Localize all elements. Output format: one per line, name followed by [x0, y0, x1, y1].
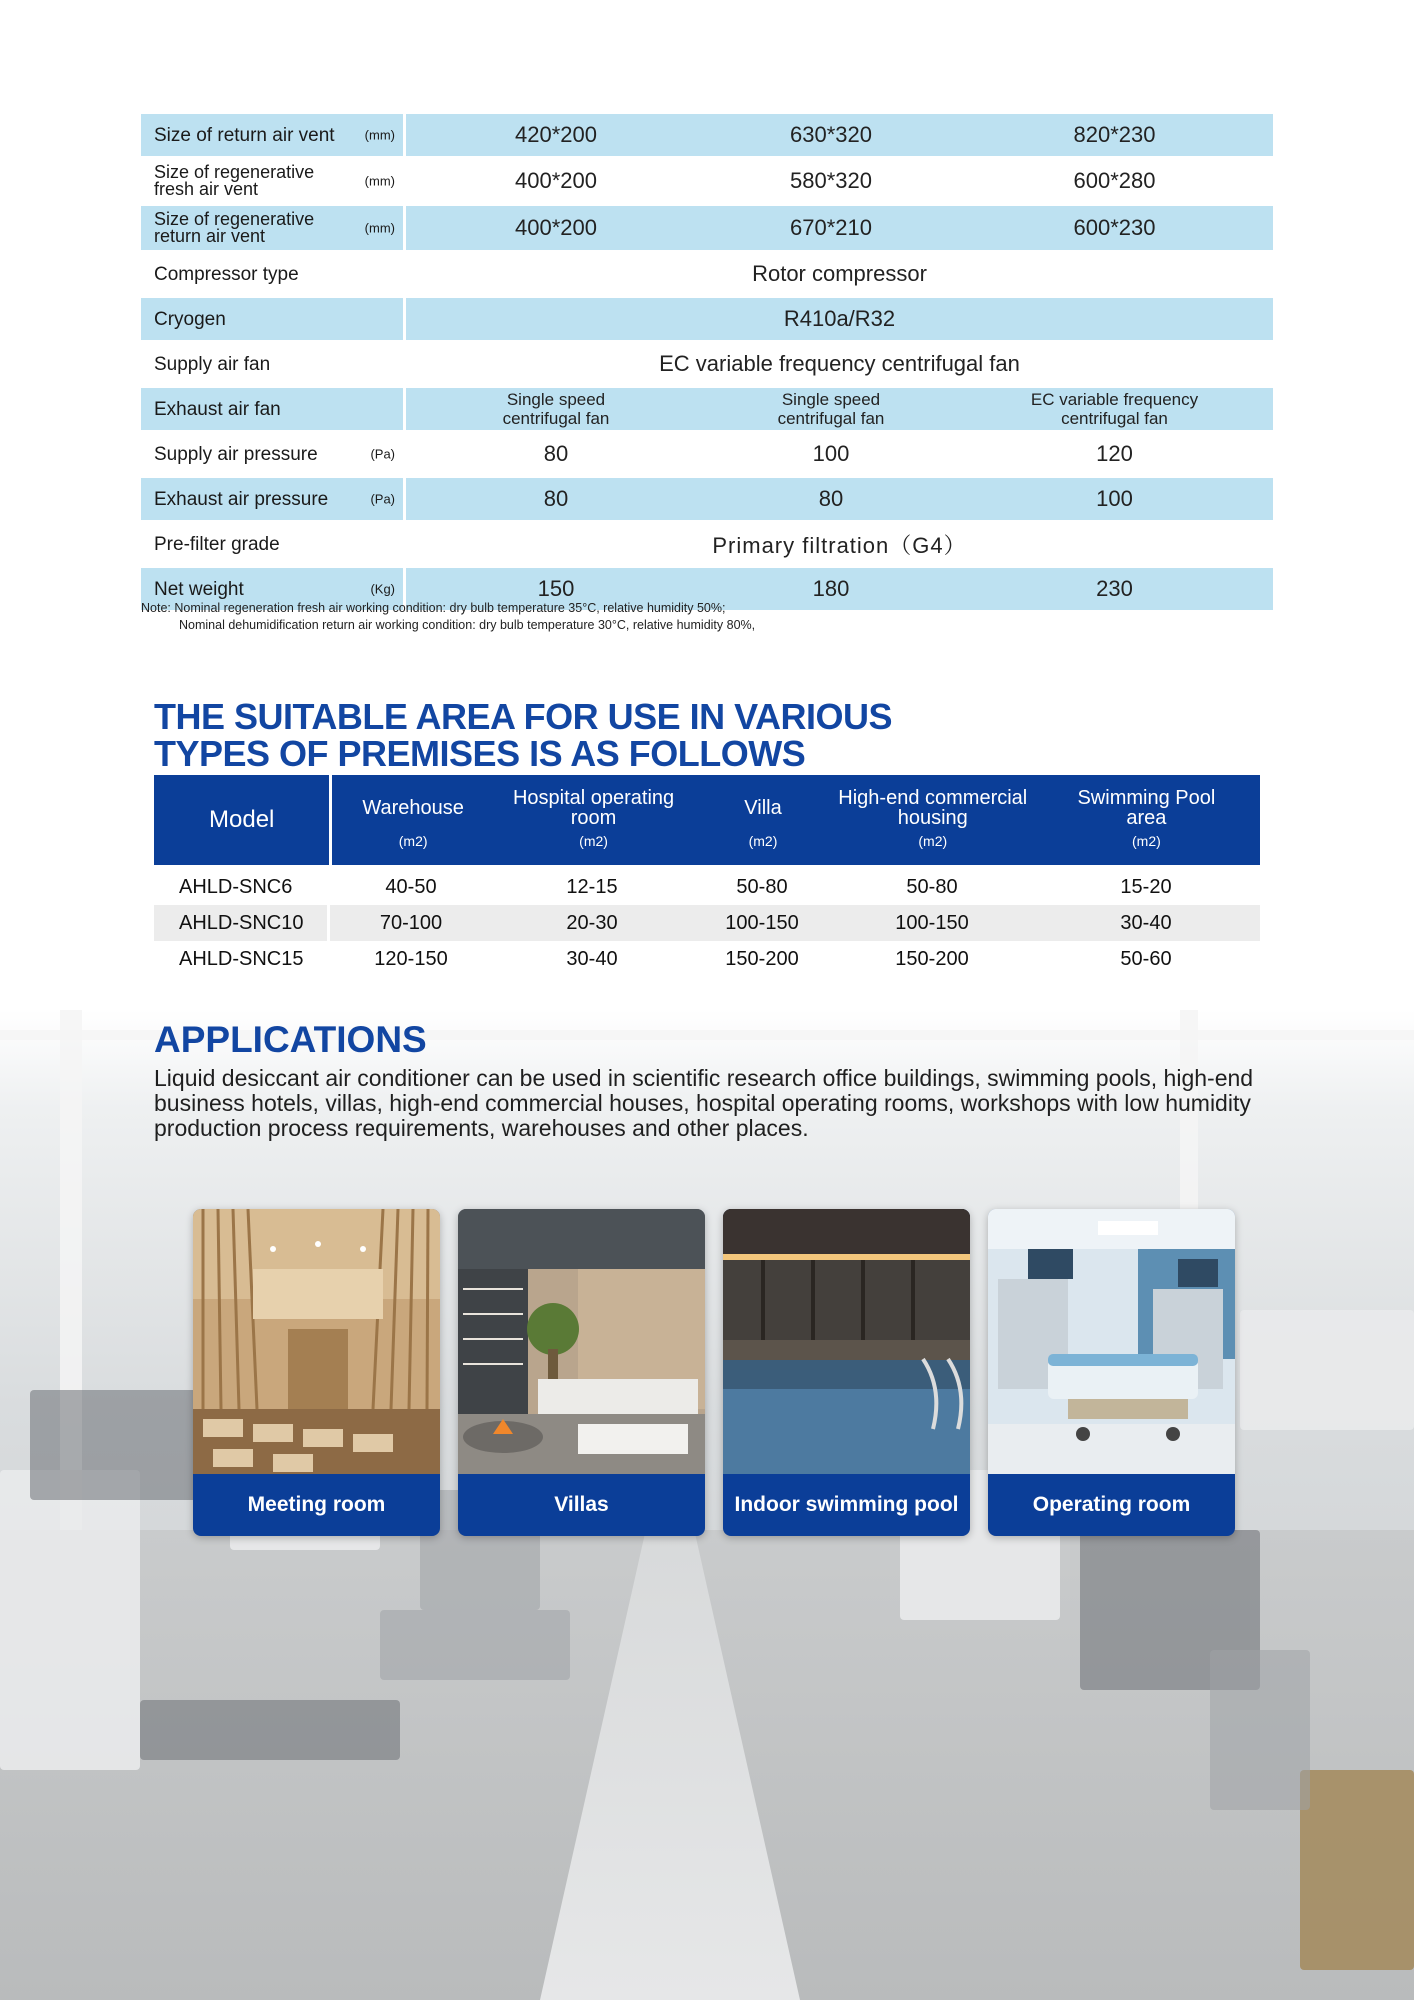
header-cell: Hospital operating room (m2) [512, 787, 675, 849]
card-caption: Indoor swimming pool [734, 1493, 959, 1516]
spec-value: 80 [543, 486, 569, 511]
spec-value: 80 [543, 441, 569, 466]
note-line: Note: Nominal regeneration fresh air working condition: dry bulb temperature 35°C, relative humidity 50%; [141, 601, 726, 615]
spec-label: Net weight [154, 578, 244, 600]
applications-description: Liquid desiccant air conditioner can be used in scientific research office buildings, swimming pools, high-end business hotels, villas, high-end commercial houses, hospital operating rooms, workshops with low humidity production process requirements, warehouses and other places. [154, 1065, 1254, 1141]
villa-living-room-photo [458, 1209, 705, 1474]
application-card [723, 1209, 970, 1536]
card-caption: Meeting room [247, 1493, 386, 1516]
spec-value: 580*320 [790, 168, 872, 193]
spec-value: 630*320 [790, 122, 872, 147]
header-cell: Villa (m2) [744, 797, 782, 849]
spec-value: Single speed centrifugal fan [502, 390, 610, 428]
spec-label: Supply air fan [154, 353, 271, 375]
spec-label: Cryogen [154, 308, 226, 330]
spec-value: EC variable frequency centrifugal fan [1030, 390, 1199, 428]
spec-value: 400*200 [515, 215, 597, 240]
meeting-room-photo [193, 1209, 440, 1474]
spec-row [141, 206, 1273, 250]
spec-value: 820*230 [1073, 122, 1156, 147]
header-cell: Warehouse (m2) [362, 797, 464, 849]
spec-row [141, 478, 1273, 520]
note-line: Nominal dehumidification return air working condition: dry bulb temperature 30°C, relative humidity 80%, [179, 618, 756, 632]
spec-value: 420*200 [515, 122, 597, 147]
spec-note [141, 600, 755, 634]
spec-value: Primary filtration（G4） [712, 532, 967, 558]
application-cards [193, 1209, 1235, 1536]
area-section-title: THE SUITABLE AREA FOR USE IN VARIOUS TYPES OF PREMISES IS AS FOLLOWS [154, 696, 893, 774]
table-row: AHLD-SNC6 40-50 12-15 50-80 50-80 15-20 [154, 869, 1260, 905]
spec-value: 670*210 [790, 215, 872, 240]
spec-value: 230 [1096, 576, 1133, 601]
card-caption: Villas [554, 1493, 609, 1516]
header-model: Model [154, 775, 332, 865]
applications-title: APPLICATIONS [154, 1019, 427, 1060]
spec-label: Supply air pressure [154, 443, 318, 465]
operating-room-photo [988, 1209, 1235, 1474]
header-cell: High-end commercial housing (m2) [838, 787, 1028, 849]
spec-value: R410a/R32 [783, 306, 896, 331]
area-table [154, 775, 1260, 977]
spec-row [141, 253, 1273, 295]
indoor-pool-photo [723, 1209, 970, 1474]
spec-label: Size of return air vent [154, 124, 335, 146]
spec-value: 100 [812, 441, 850, 466]
spec-label: Pre-filter grade [154, 533, 280, 555]
application-card [193, 1209, 440, 1536]
spec-unit: (Kg) [370, 581, 395, 597]
header-cell: Swimming Pool area (m2) [1077, 787, 1216, 849]
spec-value: 600*230 [1073, 215, 1156, 240]
spec-value: Single speed centrifugal fan [777, 390, 885, 428]
spec-table [141, 114, 1273, 613]
table-row: AHLD-SNC10 70-100 20-30 100-150 100-150 30-40 [154, 905, 1260, 941]
spec-label: Size of regenerative fresh air vent [154, 162, 315, 199]
spec-value: 400*200 [515, 168, 597, 193]
area-table-header [154, 775, 1260, 865]
application-card [988, 1209, 1235, 1536]
spec-row [141, 114, 1273, 156]
spec-label: Compressor type [154, 263, 299, 285]
spec-value: 120 [1096, 441, 1133, 466]
spec-unit: (Pa) [370, 446, 395, 462]
spec-row [141, 433, 1273, 475]
spec-unit: (mm) [364, 127, 395, 143]
spec-row [141, 388, 1273, 430]
spec-value: 600*280 [1073, 168, 1156, 193]
spec-label: Exhaust air pressure [154, 488, 329, 510]
spec-value: Rotor compressor [752, 261, 927, 286]
spec-value: 100 [1096, 486, 1133, 511]
spec-label: Exhaust air fan [154, 398, 281, 420]
spec-label: Size of regenerative return air vent [154, 209, 315, 246]
spec-row [141, 343, 1273, 385]
spec-value: 180 [812, 576, 850, 601]
spec-value: 150 [537, 576, 575, 601]
card-caption: Operating room [1032, 1493, 1191, 1516]
spec-value: EC variable frequency centrifugal fan [659, 351, 1020, 376]
table-row: AHLD-SNC15 120-150 30-40 150-200 150-200 50-60 [154, 941, 1260, 977]
spec-row [141, 159, 1273, 203]
spec-value: 80 [818, 486, 844, 511]
spec-row [141, 298, 1273, 340]
spec-unit: (Pa) [370, 491, 395, 507]
spec-unit: (mm) [364, 173, 395, 189]
application-card [458, 1209, 705, 1536]
spec-row [141, 523, 1273, 565]
spec-unit: (mm) [364, 220, 395, 236]
